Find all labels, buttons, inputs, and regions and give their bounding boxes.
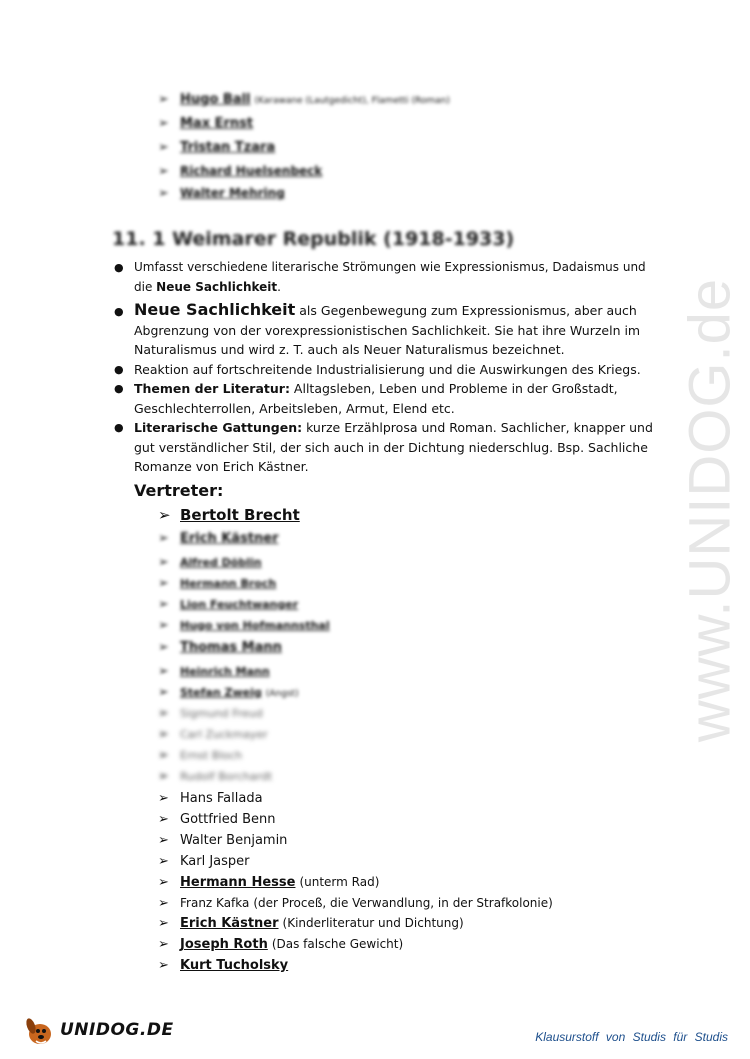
bullet-bold: Neue Sachlichkeit <box>156 279 278 294</box>
arrow-bullet-icon: ➢ <box>158 706 169 721</box>
author-name: Ernst Bloch <box>180 749 243 762</box>
watermark <box>650 277 750 743</box>
arrow-bullet-icon: ➢ <box>158 597 169 612</box>
bullet-text: Reaktion auf fortschreitende Industrialisierung und die Auswirkungen des Kriegs. <box>134 361 641 377</box>
list-item <box>158 685 299 700</box>
arrow-bullet-icon: ➢ <box>158 958 169 973</box>
dog-logo-icon <box>22 1012 58 1048</box>
bullet-end: . <box>277 279 281 294</box>
arrow-bullet-icon: ➢ <box>158 140 169 155</box>
brand-name: UNIDOG.DE <box>60 1020 174 1040</box>
author-name: Hermann Hesse <box>180 875 296 890</box>
bullet-lead: Literarische Gattungen: <box>134 420 303 435</box>
arrow-bullet-icon: ➢ <box>158 618 169 633</box>
arrow-bullet-icon: ➢ <box>158 664 169 679</box>
watermark-text: www.UNIDOG.de <box>677 277 743 743</box>
author-note: (Angst) <box>265 689 299 699</box>
bullet-text: Alltagsleben, Leben und Probleme in der Großstadt, Geschlechterrollen, Arbeitsleben, Armut, Elend etc. <box>134 381 618 416</box>
author-name: Erich Kästner <box>180 531 279 546</box>
bullet-item <box>112 360 660 380</box>
list-item <box>158 916 464 931</box>
list-item <box>158 555 262 570</box>
arrow-bullet-icon: ➢ <box>158 506 171 524</box>
arrow-bullet-icon: ➢ <box>158 164 169 179</box>
author-name: Lion Feuchtwanger <box>180 598 299 611</box>
author-name: Karl Jasper <box>180 854 250 869</box>
arrow-bullet-icon: ➢ <box>158 791 169 806</box>
bullet-dot-icon: ● <box>114 362 124 376</box>
arrow-bullet-icon: ➢ <box>158 685 169 700</box>
bullet-list <box>112 258 660 477</box>
list-item <box>158 618 330 633</box>
author-name: Max Ernst <box>180 116 254 131</box>
arrow-bullet-icon: ➢ <box>158 576 169 591</box>
bullet-text: als Gegenbewegung zum Expressionismus, aber auch Abgrenzung von der vorexpressionistischen Sachlichkeit. Sie hat ihre Wurzeln im Naturalismus und wird z. T. auch als Neuer Naturalismus bezeichnet. <box>134 303 641 357</box>
author-name: Richard Huelsenbeck <box>180 164 323 178</box>
author-note: (unterm Rad) <box>299 875 380 889</box>
bullet-item <box>112 418 660 477</box>
bullet-lead: Themen der Literatur: <box>134 381 290 396</box>
list-item <box>158 531 279 546</box>
author-name: Gottfried Benn <box>180 812 276 827</box>
arrow-bullet-icon: ➢ <box>158 937 169 952</box>
list-item <box>158 727 268 742</box>
section-heading: 11. 1 Weimarer Republik (1918-1933) <box>112 228 515 250</box>
arrow-bullet-icon: ➢ <box>158 531 169 546</box>
author-name: Hugo Ball <box>180 92 251 107</box>
footer-logo[interactable] <box>22 1012 174 1048</box>
list-item <box>158 854 250 869</box>
bullet-item <box>112 379 660 418</box>
author-name: Joseph Roth <box>180 937 268 952</box>
bullet-item <box>112 300 660 360</box>
bullet-item <box>112 258 660 297</box>
arrow-bullet-icon: ➢ <box>158 812 169 827</box>
author-note: (Karawane (Lautgedicht), Flametti (Roman) <box>254 96 450 106</box>
list-item <box>158 833 287 848</box>
list-item <box>158 937 403 952</box>
author-name: Hans Fallada <box>180 791 263 806</box>
author-name: Franz Kafka <box>180 896 250 910</box>
list-item <box>158 116 253 131</box>
list-item <box>158 506 300 524</box>
list-item <box>158 748 242 763</box>
author-name: Bertolt Brecht <box>180 506 300 524</box>
author-name: Thomas Mann <box>180 640 282 655</box>
author-name: Sigmund Freud <box>180 707 263 720</box>
list-item <box>158 640 282 655</box>
author-name: Walter Mehring <box>180 186 285 200</box>
bullet-lead: Neue Sachlichkeit <box>134 300 296 319</box>
author-note: (der Proceß, die Verwandlung, in der Strafkolonie) <box>253 896 553 910</box>
arrow-bullet-icon: ➢ <box>158 640 169 655</box>
arrow-bullet-icon: ➢ <box>158 727 169 742</box>
bullet-dot-icon: ● <box>114 261 124 274</box>
author-name: Rudolf Borchardt <box>180 770 273 783</box>
author-name: Alfred Döblin <box>180 556 262 569</box>
list-item <box>158 92 450 107</box>
author-name: Hugo von Hofmannsthal <box>180 619 330 632</box>
author-name: Erich Kästner <box>180 916 279 931</box>
arrow-bullet-icon: ➢ <box>158 769 169 784</box>
footer-tagline: Klausurstoff von Studis für Studis <box>535 1030 728 1044</box>
arrow-bullet-icon: ➢ <box>158 833 169 848</box>
arrow-bullet-icon: ➢ <box>158 116 169 131</box>
author-note: (Kinderliteratur und Dichtung) <box>282 916 464 930</box>
author-name: Walter Benjamin <box>180 833 288 848</box>
vertreter-label: Vertreter: <box>134 481 224 500</box>
list-item <box>158 706 263 721</box>
arrow-bullet-icon: ➢ <box>158 916 169 931</box>
bullet-text: Umfasst verschiedene literarische Strömungen wie Expressionismus, Dadaismus und die <box>134 260 646 294</box>
author-name: Stefan Zweig <box>180 686 262 699</box>
list-item <box>158 164 322 179</box>
list-item <box>158 958 288 973</box>
list-item <box>158 140 275 155</box>
arrow-bullet-icon: ➢ <box>158 854 169 869</box>
list-item <box>158 597 298 612</box>
author-name: Carl Zuckmayer <box>180 728 268 741</box>
list-item <box>158 576 276 591</box>
list-item <box>158 664 270 679</box>
arrow-bullet-icon: ➢ <box>158 92 169 107</box>
list-item <box>158 812 276 827</box>
author-note: (Das falsche Gewicht) <box>271 937 404 951</box>
arrow-bullet-icon: ➢ <box>158 555 169 570</box>
arrow-bullet-icon: ➢ <box>158 896 169 911</box>
bullet-dot-icon: ● <box>114 382 124 395</box>
arrow-bullet-icon: ➢ <box>158 748 169 763</box>
arrow-bullet-icon: ➢ <box>158 186 169 201</box>
author-name: Heinrich Mann <box>180 665 270 678</box>
list-item <box>158 186 285 201</box>
list-item <box>158 769 272 784</box>
author-name: Tristan Tzara <box>180 140 276 155</box>
author-name: Hermann Broch <box>180 577 277 590</box>
bullet-text: kurze Erzählprosa und Roman. Sachlicher, knapper und gut verständlicher Stil, der sich auch in der Dichtung niederschlug. Bsp. Sachliche Romanze von Erich Kästner. <box>134 420 653 474</box>
list-item <box>158 896 553 911</box>
list-item <box>158 791 263 806</box>
author-name: Kurt Tucholsky <box>180 958 289 973</box>
arrow-bullet-icon: ➢ <box>158 875 169 890</box>
list-item <box>158 875 379 890</box>
bullet-dot-icon: ● <box>114 421 124 434</box>
bullet-dot-icon: ● <box>114 305 124 318</box>
